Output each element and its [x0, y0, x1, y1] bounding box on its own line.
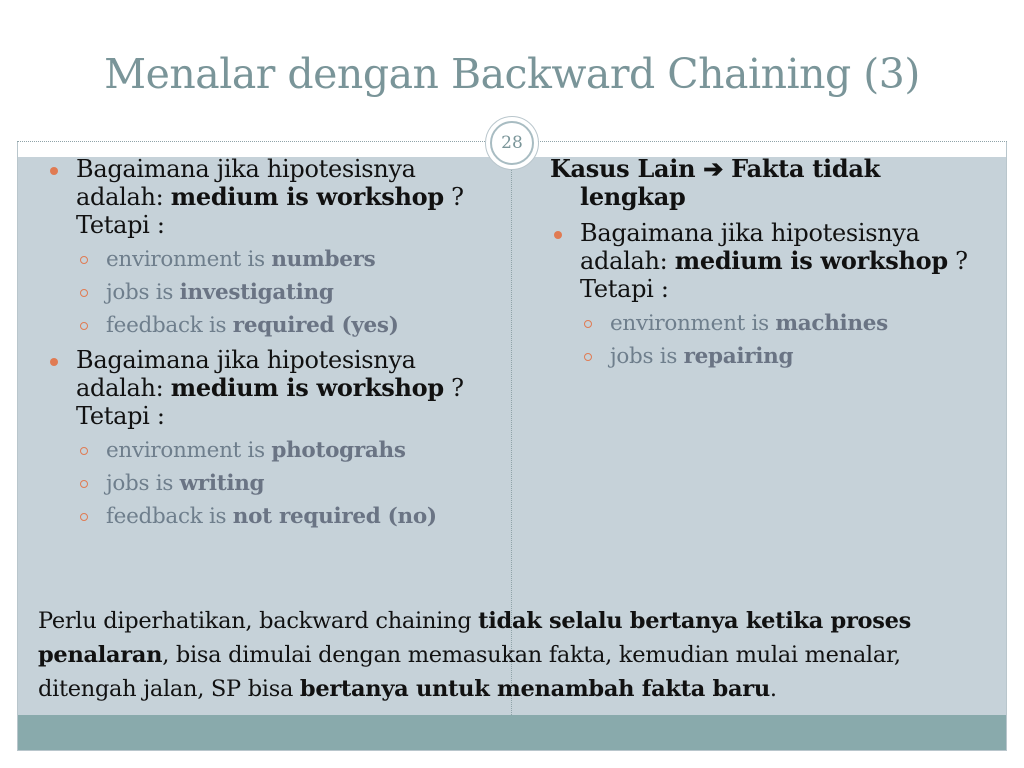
- note-bold-2: bertanya untuk menambah fakta baru: [299, 676, 770, 702]
- note-bold-1: tidak selalu bertanya ketika proses penalaran: [38, 608, 912, 668]
- sub-bold: investigating: [179, 280, 334, 305]
- ring-bullet-icon: [80, 256, 88, 264]
- note-text-2: , bisa dimulai dengan memasukan fakta, kemudian mulai menalar, ditengah jalan, SP bisa: [38, 642, 901, 702]
- heading-part-a: Kasus Lain: [550, 154, 696, 183]
- sub-bold: numbers: [271, 247, 376, 272]
- bullet-item: [46, 155, 466, 239]
- right-heading: [550, 155, 980, 211]
- page-number-badge: [485, 116, 539, 170]
- sub-prefix: feedback is: [106, 504, 233, 529]
- sub-prefix: jobs is: [610, 344, 684, 369]
- sub-bold: required (yes): [232, 313, 399, 338]
- bullet-text: Bagaimana jika hipotesisnya adalah:: [580, 219, 920, 275]
- sub-bold: repairing: [683, 344, 794, 369]
- bullet-dot-icon: [50, 358, 58, 366]
- note-text-3: .: [769, 676, 777, 702]
- bullet-bold: medium is workshop: [170, 182, 444, 211]
- sub-item: [46, 438, 466, 464]
- sub-item: [46, 313, 466, 339]
- sub-item: [46, 471, 466, 497]
- arrow-icon: ➔: [703, 154, 724, 183]
- note-text-1: Perlu diperhatikan, backward chaining: [38, 608, 479, 634]
- sub-item: [46, 280, 466, 306]
- sub-bold: not required (no): [232, 504, 437, 529]
- sub-prefix: jobs is: [106, 471, 180, 496]
- sub-item: [46, 247, 466, 273]
- sub-bold: writing: [179, 471, 265, 496]
- sub-item: [46, 504, 466, 530]
- ring-bullet-icon: [584, 320, 592, 328]
- sub-bold: machines: [775, 311, 888, 336]
- sub-prefix: jobs is: [106, 280, 180, 305]
- ring-bullet-icon: [80, 447, 88, 455]
- sub-item: [550, 311, 980, 337]
- sub-prefix: environment is: [106, 438, 272, 463]
- bullet-bold: medium is workshop: [674, 246, 948, 275]
- ring-bullet-icon: [80, 322, 88, 330]
- bullet-item: [550, 219, 980, 303]
- page-number: 28: [490, 121, 534, 165]
- bullet-suffix: ? Tetapi :: [76, 183, 464, 239]
- footer-bar: [18, 715, 1006, 750]
- bullet-bold: medium is workshop: [170, 373, 444, 402]
- right-column: [550, 155, 980, 377]
- bullet-dot-icon: [554, 231, 562, 239]
- sub-item: [550, 344, 980, 370]
- sub-prefix: feedback is: [106, 313, 233, 338]
- bullet-text: Bagaimana jika hipotesisnya adalah:: [76, 346, 416, 402]
- ring-bullet-icon: [80, 289, 88, 297]
- sub-prefix: environment is: [106, 247, 272, 272]
- heading-part-b: Fakta tidak lengkap: [580, 154, 880, 211]
- ring-bullet-icon: [80, 513, 88, 521]
- sub-bold: photograhs: [271, 438, 406, 463]
- slide-title: Menalar dengan Backward Chaining (3): [104, 50, 920, 98]
- bullet-dot-icon: [50, 167, 58, 175]
- ring-bullet-icon: [80, 480, 88, 488]
- footnote-paragraph: [38, 604, 968, 706]
- bullet-suffix: ? Tetapi :: [76, 374, 464, 430]
- bullet-item: [46, 346, 466, 430]
- sub-prefix: environment is: [610, 311, 776, 336]
- ring-bullet-icon: [584, 353, 592, 361]
- bullet-suffix: ? Tetapi :: [580, 247, 968, 303]
- left-column: [46, 155, 466, 537]
- bullet-text: Bagaimana jika hipotesisnya adalah:: [76, 155, 416, 211]
